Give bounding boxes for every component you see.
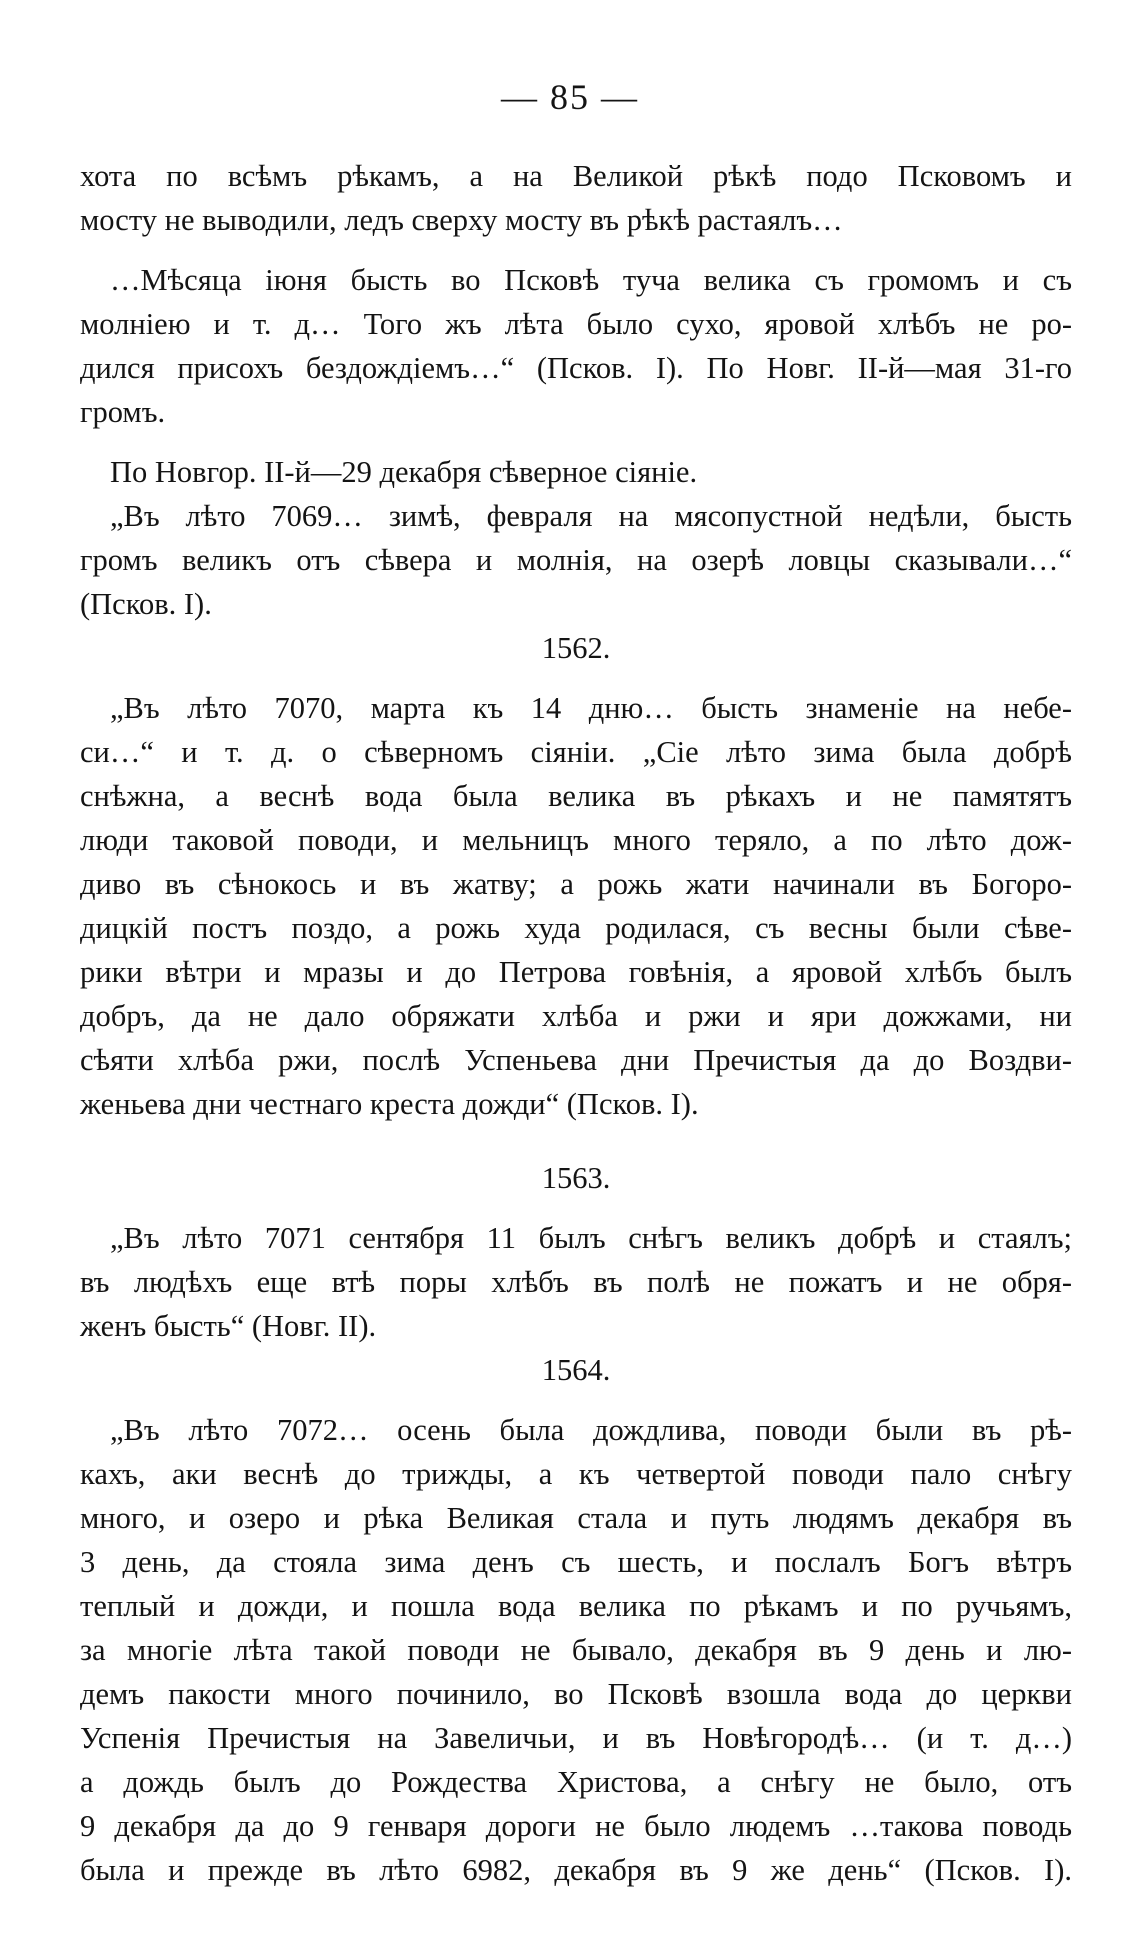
text-line: 9 декабря да до 9 генваря дороги не было людемъ …такова поводь (80, 1809, 1072, 1843)
text-line: теплый и дожди, и пошла вода велика по рѣкамъ и по ручьямъ, (80, 1589, 1072, 1623)
text-line: добръ, да не дало обряжати хлѣба и ржи и яри дожжами, ни (80, 999, 1072, 1033)
text-line: „Въ лѣто 7071 сентября 11 былъ снѣгъ великъ добрѣ и стаялъ; (110, 1221, 1072, 1255)
text-line: сѣяти хлѣба ржи, послѣ Успеньева дни Пречистыя да до Воздви- (80, 1043, 1072, 1077)
text-line: громъ великъ отъ сѣвера и молнія, на озерѣ ловцы сказывали…“ (80, 543, 1072, 577)
text-line: молніею и т. д… Того жъ лѣта было сухо, яровой хлѣбъ не ро- (80, 307, 1072, 341)
text-line: хота по всѣмъ рѣкамъ, а на Великой рѣкѣ подо Псковомъ и (80, 159, 1072, 193)
year-heading: 1562. (541, 631, 611, 665)
text-line: (Псков. I). (80, 587, 212, 621)
paragraph (80, 494, 1072, 626)
year-heading: 1563. (541, 1161, 611, 1195)
text-line: за многіе лѣта такой поводи не бывало, декабря въ 9 день и лю- (80, 1633, 1072, 1667)
text-line: дицкій постъ поздо, а рожь худа родилася, съ весны были сѣве- (80, 911, 1072, 945)
text-line: …Мѣсяца іюня бысть во Псковѣ туча велика съ громомъ и съ (110, 263, 1072, 297)
text-line: женъ бысть“ (Новг. II). (80, 1309, 377, 1343)
text-line: 3 день, да стояла зима денъ съ шесть, и послалъ Богъ вѣтръ (80, 1545, 1072, 1579)
text-line: люди таковой поводи, и мельницъ много теряло, а по лѣто дож- (80, 823, 1072, 857)
text-line: диво въ сѣнокось и въ жатву; а рожь жати начинали въ Богоро- (80, 867, 1072, 901)
year-heading: 1564. (541, 1353, 611, 1387)
text-line: Успенія Пречистыя на Завеличьи, и въ Новѣгородѣ… (и т. д…) (80, 1721, 1072, 1755)
paragraph (80, 154, 1072, 242)
text-line: была и прежде въ лѣто 6982, декабря въ 9 же день“ (Псков. I). (80, 1853, 1072, 1887)
paragraph (80, 450, 1072, 494)
text-line: „Въ лѣто 7069… зимѣ, февраля на мясопустной недѣли, бысть (110, 499, 1072, 533)
paragraph (80, 1408, 1072, 1892)
text-line: громъ. (80, 395, 166, 429)
paragraph (80, 1216, 1072, 1348)
text-line: „Въ лѣто 7072… осень была дождлива, поводи были въ рѣ- (110, 1413, 1072, 1447)
text-line: дился присохъ бездождіемъ…“ (Псков. I). По Новг. II-й—мая 31-го (80, 351, 1072, 385)
text-line: рики вѣтри и мразы и до Петрова говѣнія, а яровой хлѣбъ былъ (80, 955, 1072, 989)
text-line: кахъ, аки веснѣ до трижды, а къ четвертой поводи пало снѣгу (80, 1457, 1072, 1491)
paragraph (80, 686, 1072, 1126)
paragraph (80, 258, 1072, 434)
text-line: „Въ лѣто 7070, марта къ 14 дню… бысть знаменіе на небе- (110, 691, 1072, 725)
text-line: снѣжна, а веснѣ вода была велика въ рѣкахъ и не памятятъ (80, 779, 1072, 813)
page-number: — 85 — (501, 77, 639, 117)
text-line: а дождь былъ до Рождества Христова, а снѣгу не было, отъ (80, 1765, 1072, 1799)
text-line: демъ пакости много починило, во Псковѣ взошла вода до церкви (80, 1677, 1072, 1711)
text-line: си…“ и т. д. о сѣверномъ сіяніи. „Сіе лѣто зима была добрѣ (80, 735, 1072, 769)
text-line: въ людѣхъ еще втѣ поры хлѣбъ въ полѣ не пожатъ и не обря- (80, 1265, 1072, 1299)
text-line: мосту не выводили, ледъ сверху мосту въ рѣкѣ растаялъ… (80, 203, 843, 237)
page-text (80, 154, 1072, 1892)
text-line: много, и озеро и рѣка Великая стала и путь людямъ декабря въ (80, 1501, 1072, 1535)
text-line: женьева дни честнаго креста дожди“ (Псков. I). (80, 1087, 699, 1121)
text-line: По Новгор. II-й—29 декабря сѣверное сіяніе. (110, 455, 698, 489)
